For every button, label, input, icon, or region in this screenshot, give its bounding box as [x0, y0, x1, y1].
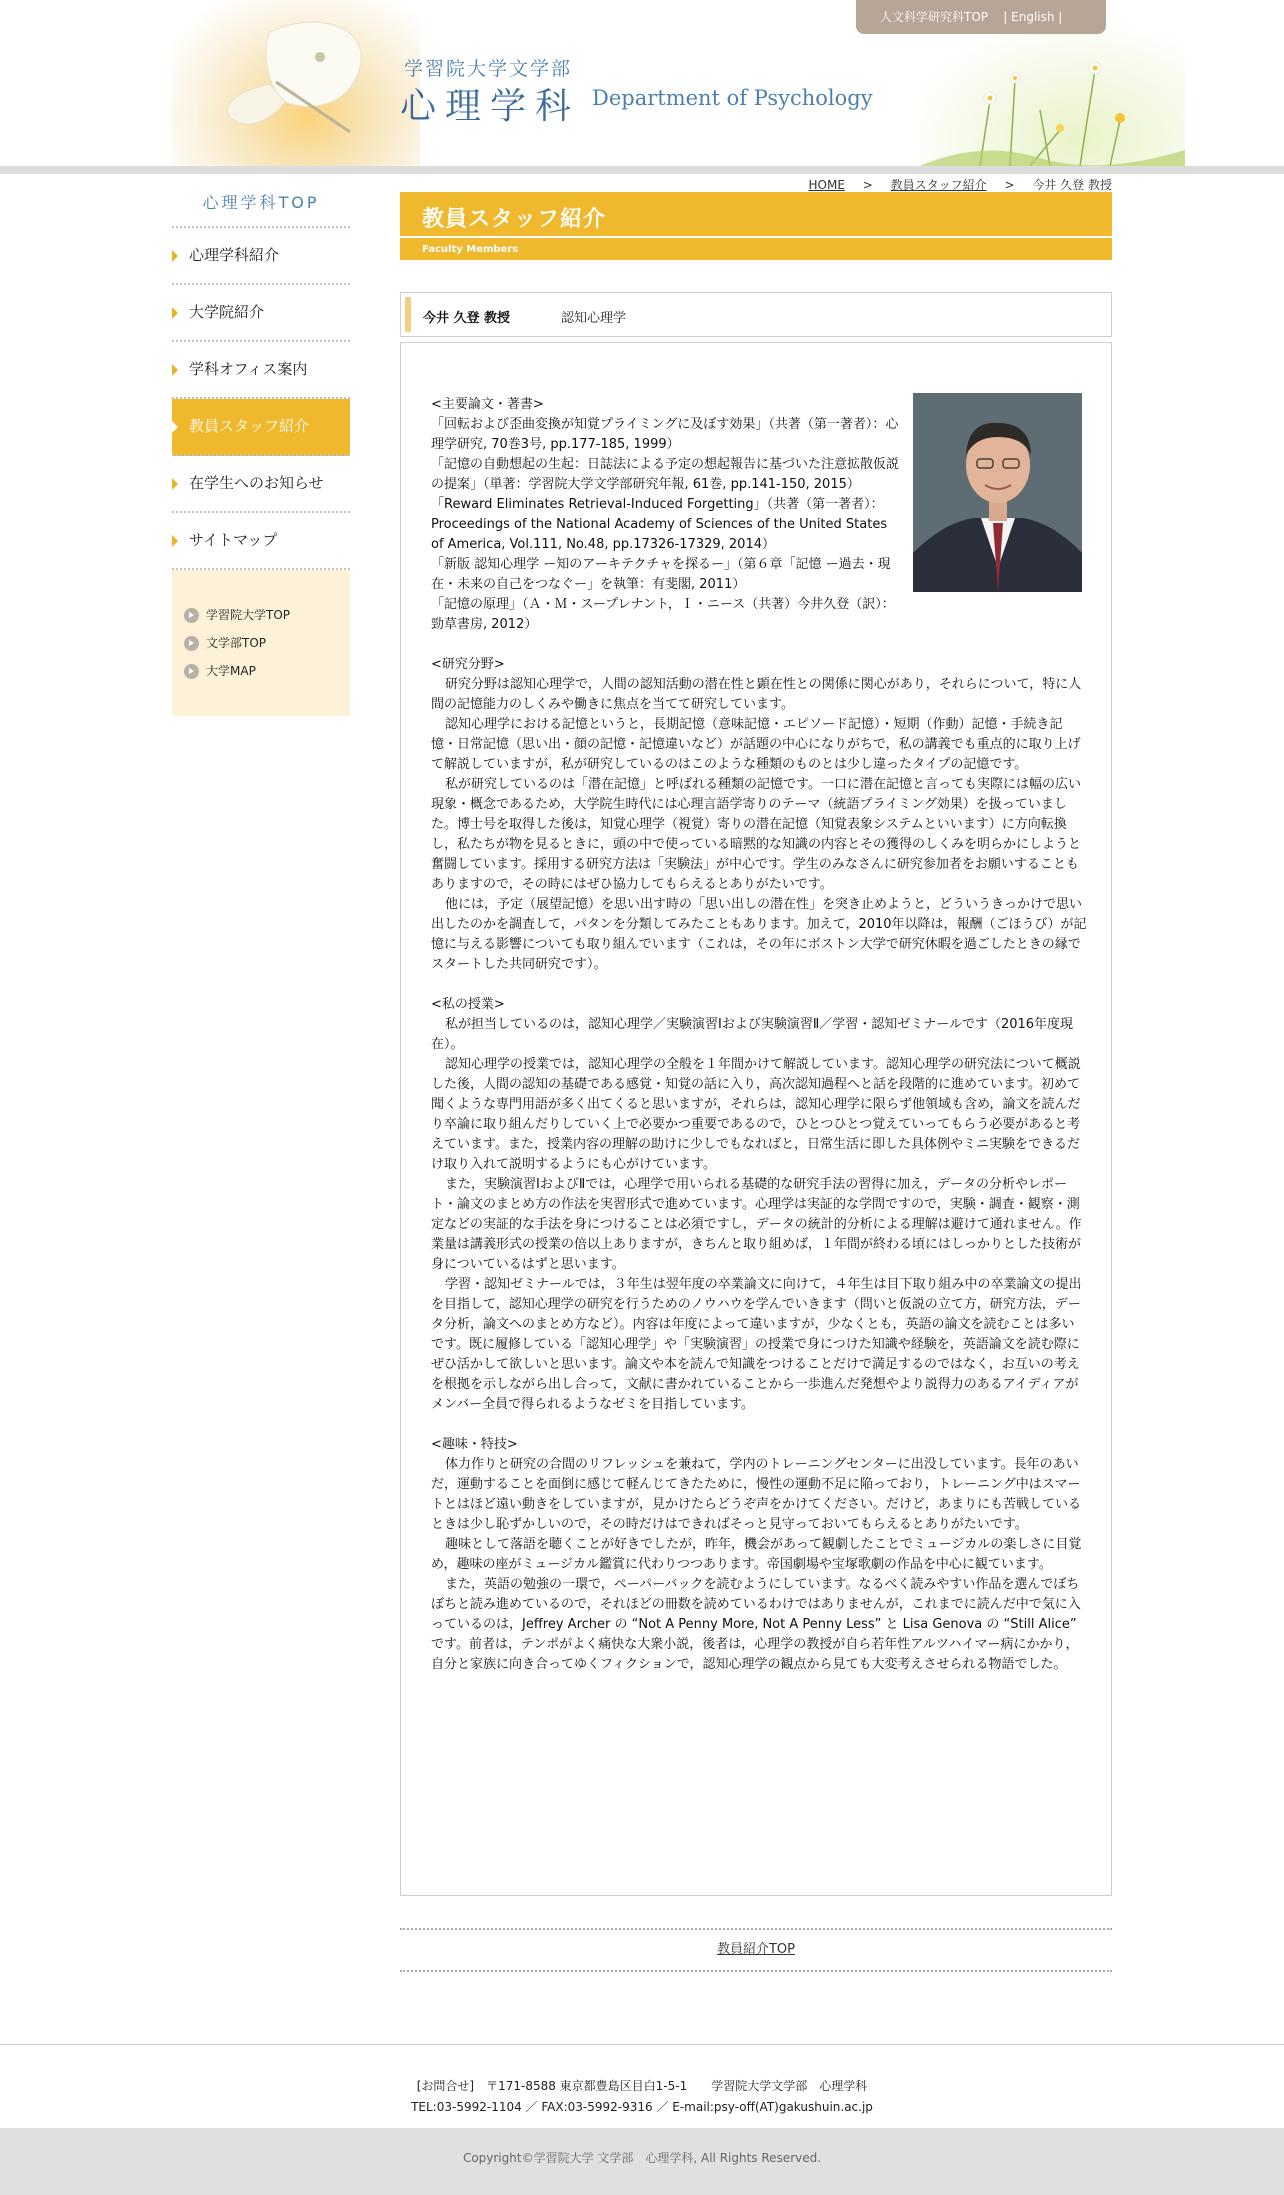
publication-item: 「回転および歪曲変換が知覚プライミングに及ぼす効果」（共著（第一著者）：心理学研究, 70巻3号, pp.177-185, 1999）	[431, 417, 899, 452]
breadcrumb-current: 今井 久登 教授	[1032, 178, 1112, 192]
breadcrumb-separator: >	[862, 178, 873, 192]
classes-paragraph: 認知心理学の授業では，認知心理学の全般を１年間かけて解説しています。認知心理学の研究法について概説した後，人間の認知の基礎である感覚・知覚の話に入り，高次認知過程へと話を段階的に進めています。初めて聞くような専門用語が多く出てくると思いますが，それらは，認知心理学に限らず他領域も含め，論文を読んだり卒論に取り組んだりしていく上で必要かつ重要であるので，ひとつひとつ覚えていってもらう必要があると考えています。また，授業内容の理解の助けに少しでもなればと，日常生活に即した具体例やミニ実験をできるだけ取り入れて説明するようにも心がけています。	[431, 1057, 1081, 1172]
sidebar-link-label: 大学MAP	[206, 664, 256, 678]
sidebar-links	[172, 570, 350, 716]
hobbies-title: <趣味・特技>	[431, 1437, 518, 1452]
footer-contact	[0, 2076, 1284, 2118]
top-nav	[856, 0, 1106, 34]
sidebar-item-sitemap[interactable]	[172, 513, 350, 570]
sidebar-item-label: サイトマップ	[189, 531, 278, 549]
staff-top-nav	[400, 1928, 1112, 1972]
sidebar-item-notices[interactable]	[172, 456, 350, 513]
profile-text	[431, 395, 1087, 1675]
site-title-faculty: 学習院大学文学部	[404, 58, 573, 80]
breadcrumb-home[interactable]: HOME	[808, 178, 845, 192]
publications-title: <主要論文・著書>	[431, 397, 544, 412]
hobbies-paragraph: 体力作りと研究の合間のリフレッシュを兼ねて，学内のトレーニングセンターに出没しています。長年のあいだ，運動することを面倒に感じて軽んじてきたために，慢性の運動不足に陥っており，トレーニング中はスマートとはほど遠い動きをしていますが，見かけたらどうぞ声をかけてください。だけど，あまりにも苦戦しているときは少し恥ずかしいので，その時だけはできればそっと見守っておいてもらえるとありがたいです。	[431, 1457, 1082, 1532]
research-title: <研究分野>	[431, 657, 505, 672]
sidebar-item-department[interactable]	[172, 228, 350, 285]
hobbies-section	[431, 1435, 1087, 1675]
topnav-research-link[interactable]: 人文科学研究科TOP	[880, 10, 989, 24]
flowers-image	[920, 40, 1185, 166]
header-divider	[0, 166, 1284, 174]
site-title-department[interactable]: 心理学科	[400, 86, 581, 127]
footer-address: [お問合せ] 〒171-8588 東京都豊島区目白1-5-1 学習院大学文学部 心理学科	[416, 2079, 868, 2093]
footer-phone-email: TEL:03-5992-1104 ／ FAX:03-5992-9316 ／ E-mail:psy-off(AT)gakushuin.ac.jp	[411, 2100, 873, 2114]
page-banner	[400, 192, 1112, 260]
profile-box	[400, 342, 1112, 1896]
arrow-icon	[172, 250, 178, 262]
research-paragraph: 他には，予定（展望記憶）を思い出す時の「思い出しの潜在性」を突き止めようと，どういうきっかけで思い出したのかを調査して，パタンを分類してみたこともあります。加えて，2010年以降は，報酬（ごほうび）が記憶に与える影響についても取り組んでいます（これは，その年にボストン大学で研究休暇を過ごしたときの縁でスタートした共同研究です）。	[431, 897, 1087, 972]
topnav-english-link[interactable]: | English |	[1003, 10, 1063, 24]
staff-name: 今井 久登 教授	[423, 311, 511, 326]
butterfly-image	[200, 12, 400, 142]
footer-copyright: Copyright©学習院大学 文学部 心理学科, All Rights Reserved.	[0, 2128, 1284, 2195]
banner-divider	[400, 236, 1112, 238]
site-title-english: Department of Psychology	[592, 86, 873, 110]
breadcrumb	[809, 176, 1113, 193]
sidebar-link-label: 文学部TOP	[206, 636, 267, 650]
staff-field: 認知心理学	[561, 311, 627, 326]
sidebar-item-staff[interactable]	[172, 399, 350, 456]
sidebar-item-graduate[interactable]	[172, 285, 350, 342]
sidebar-link-university[interactable]	[184, 604, 350, 632]
sidebar-item-label: 在学生へのお知らせ	[189, 474, 324, 492]
circle-arrow-icon	[184, 608, 199, 623]
sidebar-top-link[interactable]: 心理学科TOP	[202, 193, 320, 212]
classes-paragraph: また，実験演習ⅠおよびⅡでは，心理学で用いられる基礎的な研究手法の習得に加え，データの分析やレポート・論文のまとめ方の作法を実習形式で進めています。心理学は実証的な学問ですので，実験・調査・観察・測定などの実証的な手法を身につけることは必須ですし，データの統計的分析による理解は避けて通れません。作業量は講義形式の授業の倍以上ありますが，きちんと取り組めば，１年間が終わる頃にはしっかりとした技術が身についているはずと思います。	[431, 1177, 1082, 1272]
research-paragraph: 私が研究しているのは「潜在記憶」と呼ばれる種類の記憶です。一口に潜在記憶と言っても実際には幅の広い現象・概念であるため，大学院生時代には心理言語学寄りのテーマ（統語プライミング効果）を扱っていました。博士号を取得した後は，知覚心理学（視覚）寄りの潜在記憶（知覚表象システムといいます）に方向転換し，私たちが物を見るときに，頭の中で使っている暗黙的な知識の内容とその獲得のしくみを明らかにしようと奮闘しています。採用する研究方法は「実験法」が中心です。学生のみなさんに研究参加者をお願いすることもありますので，その時にはぜひ協力してもらえるとありがたいです。	[431, 777, 1082, 892]
sidebar-link-faculty[interactable]	[184, 632, 350, 660]
site-header	[0, 0, 1284, 166]
classes-title: <私の授業>	[431, 997, 505, 1012]
classes-section	[431, 995, 1087, 1415]
footer-divider	[0, 2044, 1284, 2045]
classes-paragraph: 私が担当しているのは，認知心理学／実験演習Ⅰおよび実験演習Ⅱ／学習・認知ゼミナールです（2016年度現在）。	[431, 1017, 1074, 1052]
staff-top-link[interactable]: 教員紹介TOP	[716, 1942, 795, 1957]
arrow-icon	[172, 478, 178, 490]
research-paragraph: 認知心理学における記憶というと，長期記憶（意味記憶・エピソード記憶）・短期（作動）記憶・手続き記憶・日常記憶（思い出・顔の記憶・記憶違いなど）が話題の中心になりがちで，私の講義でも重点的に取り上げて解説していますが，私が研究しているのはこのような種類のものとは少し違ったタイプの記憶です。	[431, 717, 1081, 772]
classes-paragraph: 学習・認知ゼミナールでは，３年生は翌年度の卒業論文に向けて，４年生は目下取り組み中の卒業論文の提出を目指して，認知心理学の研究を行うためのノウハウを学んでいきます（問いと仮説の立て方，研究方法，データ分析，論文へのまとめ方など）。内容は年度によって違いますが，少なくとも，英語の論文を読むことは多いです。既に履修している「認知心理学」や「実験演習」の授業で身につけた知識や経験を，英語論文を読む際にぜひ活かして欲しいと思います。論文や本を読んで知識をつけることだけで満足するのではなく，お互いの考えを根拠を示しながら出し合って，文献に書かれていることから一歩進んだ発想やより説得力のあるアイディアがメンバー全員で得られるようなゼミを目指しています。	[431, 1277, 1082, 1412]
circle-arrow-icon	[184, 664, 199, 679]
sidebar-item-label: 大学院紹介	[189, 303, 265, 321]
arrow-icon	[172, 535, 178, 547]
publication-item: 「記憶の原理」（Ａ・Ｍ・スープレナント，Ｉ・ニース（共著）今井久登（訳）：勁草書房, 2012）	[431, 597, 895, 632]
staff-name-box	[400, 292, 1112, 337]
breadcrumb-separator: >	[1004, 178, 1015, 192]
name-accent-bar	[405, 297, 411, 332]
main-content	[400, 192, 1112, 1672]
sidebar	[172, 186, 350, 716]
publication-item: 「記憶の自動想起の生起：日誌法による予定の想起報告に基づいた注意拡散仮説の提案」（単著：学習院大学文学部研究年報, 61巻, pp.141-150, 2015）	[431, 457, 900, 492]
publication-item: 「新版 認知心理学 ー知のアーキテクチャを探るー」（第６章「記憶 ー過去・現在・未来の自己をつなぐー」を執筆：有斐閣, 2011）	[431, 557, 891, 592]
sidebar-link-map[interactable]	[184, 660, 350, 688]
sidebar-link-label: 学習院大学TOP	[206, 608, 291, 622]
publications-section	[431, 395, 901, 635]
publication-item: 「Reward Eliminates Retrieval-Induced Forgetting」（共著（第一著者）：Proceedings of the National Academy of Sciences of the United States of America, Vol.111, No.48, pp.17326-17329, 2014）	[431, 497, 888, 552]
arrow-icon	[172, 307, 178, 319]
circle-arrow-icon	[184, 636, 199, 651]
research-paragraph: 研究分野は認知心理学で，人間の認知活動の潜在性と顕在性との関係に関心があり，それらについて，特に人間の記憶能力のしくみや働きに焦点を当てて研究しています。	[431, 677, 1082, 712]
breadcrumb-staff[interactable]: 教員スタッフ紹介	[890, 178, 987, 192]
hobbies-paragraph: また，英語の勉強の一環で，ペーパーバックを読むようにしています。なるべく読みやすい作品を選んでぼちぼちと読み進めているので，それほどの冊数を読めているわけではありませんが，これまでに読んだ中で気に入っているのは，Jeffrey Archer の “Not A Penny More, Not A Penny Less” と Lisa Genova の “Still Alice” です。前者は，テンポがよく痛快な大衆小説，後者は，心理学の教授が自ら若年性アルツハイマー病にかかり，自分と家族に向き合ってゆくフィクションで，認知心理学の観点から見ても大変考えさせられる物語でした。	[431, 1577, 1081, 1672]
sidebar-item-label: 学科オフィス案内	[189, 360, 308, 378]
arrow-icon	[172, 364, 178, 376]
research-section	[431, 655, 1087, 975]
sidebar-item-label: 心理学科紹介	[189, 246, 280, 264]
sidebar-item-label: 教員スタッフ紹介	[189, 417, 310, 435]
arrow-icon	[172, 421, 178, 433]
hobbies-paragraph: 趣味として落語を聴くことが好きでしたが，昨年，機会があって観劇したことでミュージカルの楽しさに目覚め，趣味の座がミュージカル鑑賞に代わりつつあります。帝国劇場や宝塚歌劇の作品を中心に観ています。	[431, 1537, 1082, 1572]
page-title: 教員スタッフ紹介	[422, 207, 607, 232]
page-subtitle: Faculty Members	[422, 244, 519, 255]
sidebar-item-office[interactable]	[172, 342, 350, 399]
